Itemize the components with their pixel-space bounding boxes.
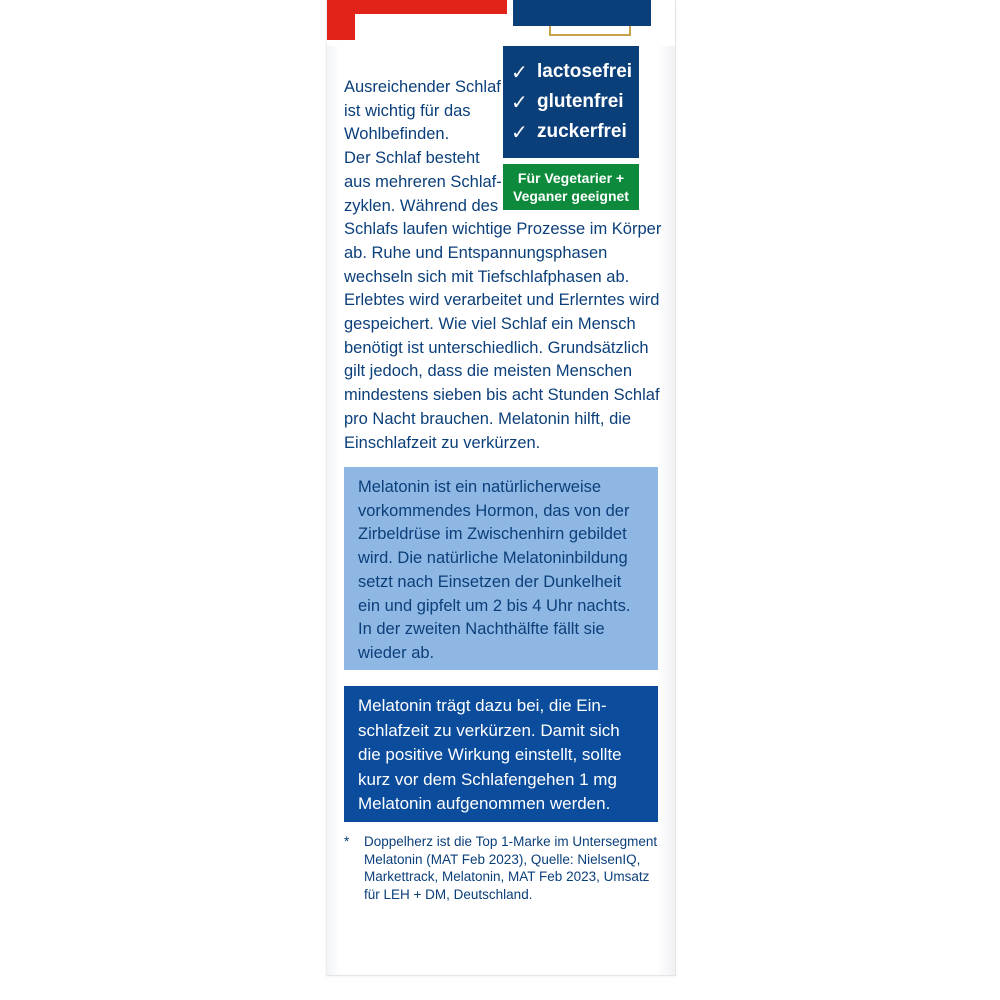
info-line: In der zweiten Nachthälfte fällt sie: [358, 620, 605, 639]
brand-navy-band: [513, 0, 651, 26]
intro-line: zyklen. Während des: [344, 196, 499, 215]
intro-line: Ausreichender Schlaf: [344, 78, 501, 96]
badge-label: zuckerfrei: [537, 121, 627, 142]
brand-gold-frame: [549, 26, 631, 36]
info-line: setzt nach Einsetzen der Dunkelheit: [358, 572, 622, 591]
footnote-marker: *: [344, 834, 350, 849]
badge-label: lactosefrei: [537, 61, 633, 82]
footnote: [344, 833, 662, 903]
melatonin-info-panel: [344, 467, 658, 670]
box-top-cropped-branding: [327, 0, 675, 46]
info-line: ein und gipfelt um 2 bis 4 Uhr nachts.: [358, 596, 631, 615]
info-line: vorkommendes Hormon, das von der: [358, 501, 630, 520]
check-icon: ✓: [511, 61, 528, 84]
footnote-line: Markettrack, Melatonin, MAT Feb 2023, Umsatz: [364, 869, 650, 885]
claim-line: die positive Wirkung einstellt, sollte: [358, 745, 622, 765]
health-claim-panel: [344, 686, 658, 822]
info-line: Melatonin ist ein natürlicherweise: [358, 478, 602, 496]
footnote-line: für LEH + DM, Deutschland.: [364, 886, 533, 902]
footnote-line: Melatonin (MAT Feb 2023), Quelle: NielsenIQ,: [364, 851, 641, 867]
intro-line: Einschlafzeit zu verkürzen.: [344, 433, 541, 452]
product-box-side-panel: [326, 0, 676, 976]
intro-line: aus mehreren Schlaf-: [344, 172, 502, 191]
intro-line: gespeichert. Wie viel Schlaf ein Mensch: [344, 315, 636, 334]
info-line: wieder ab.: [358, 643, 435, 662]
intro-line: ist wichtig für das: [344, 101, 471, 120]
check-icon: ✓: [511, 91, 528, 114]
claim-line: schlafzeit zu verkürzen. Damit sich: [358, 720, 620, 740]
brand-red-band-top: [355, 0, 507, 14]
intro-line: wechseln sich mit Tiefschlafphasen ab.: [344, 267, 630, 286]
footnote-text: [364, 833, 657, 903]
intro-line: pro Nacht brauchen. Melatonin hilft, die: [344, 409, 632, 428]
intro-line: Erlebtes wird verarbeitet und Erlerntes wird: [344, 291, 660, 310]
intro-line: benötigt ist unterschiedlich. Grundsätzlich: [344, 338, 649, 357]
check-icon: ✓: [511, 121, 528, 144]
info-line: Zirbeldrüse im Zwischenhirn gebildet: [358, 525, 627, 544]
claim-line: Melatonin aufgenommen werden.: [358, 794, 611, 814]
intro-line: gilt jedoch, dass die meisten Menschen: [344, 362, 632, 381]
intro-line: mindestens sieben bis acht Stunden Schlaf: [344, 386, 660, 405]
brand-red-band: [327, 0, 355, 40]
intro-line: Wohlbefinden.: [344, 125, 450, 144]
badge-label: glutenfrei: [537, 91, 624, 112]
info-line: wird. Die natürliche Melatoninbildung: [358, 549, 628, 568]
claim-line: kurz vor dem Schlafengehen 1 mg: [358, 769, 617, 789]
intro-line: Der Schlaf besteht: [344, 149, 480, 168]
vegan-badge-line-1: Für Vegetarier +: [517, 170, 625, 186]
claim-line: Melatonin trägt dazu bei, die Ein-: [358, 696, 607, 715]
footnote-line: Doppelherz ist die Top 1-Marke im Untersegment: [364, 834, 658, 849]
intro-line: Schlafs laufen wichtige Prozesse im Körper: [344, 220, 662, 239]
intro-line: ab. Ruhe und Entspannungsphasen: [344, 243, 608, 262]
intro-text: [344, 76, 664, 455]
vegan-badge-line-2: Veganer geeignet: [513, 188, 629, 204]
